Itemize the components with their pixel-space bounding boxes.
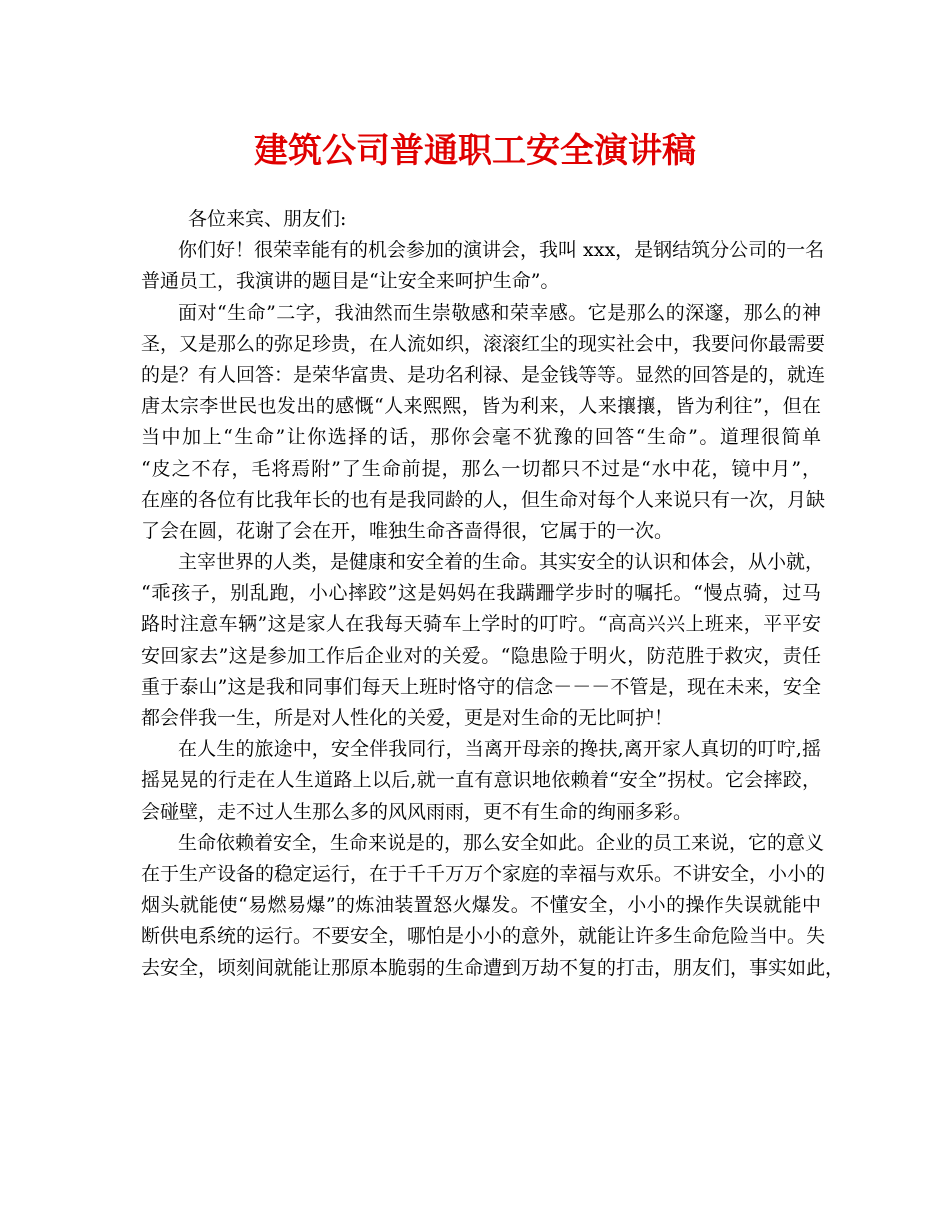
paragraph-5-line-5: 去安全，顷刻间就能让那原本脆弱的生命遭到万劫不复的打击，朋友们，事实如此， [141, 956, 845, 979]
paragraph-3-line-4: 安回家去”这是参加工作后企业对的关爱。“隐患险于明火，防范胜于救灾，责任 [141, 644, 821, 667]
paragraph-2-line-3: 的是？有人回答：是荣华富贵、是功名利禄、是金钱等等。显然的回答是的，就连 [141, 363, 826, 386]
document-body [141, 204, 845, 984]
paragraph-5-line-2: 在于生产设备的稳定运行，在于千千万万个家庭的幸福与欢乐。不讲安全，小小的 [141, 862, 826, 885]
paragraph-1-line-2: 普通员工，我演讲的题目是“让安全来呵护生命”。 [141, 270, 560, 293]
document-title: 建筑公司普通职工安全演讲稿 [254, 131, 696, 171]
paragraph-2-line-6: “皮之不存，毛将焉附”了生命前提，那么一切都只不过是“水中花，镜中月”， [141, 457, 821, 480]
paragraph-3-line-6: 都会伴我一生，所是对人性化的关爱，更是对生命的无比呵护！ [141, 707, 674, 729]
salutation-line: 各位来宾、朋友们: [188, 208, 347, 230]
paragraph-1-line-1: 你们好！很荣幸能有的机会参加的演讲会，我叫 xxx，是钢结筑分公司的一名 [178, 239, 825, 262]
paragraph-3-line-1: 主宰世界的人类，是健康和安全着的生命。其实安全的认识和体会，从小就， [178, 551, 825, 574]
paragraph-2-line-4: 唐太宗李世民也发出的感慨“人来熙熙，皆为利来，人来攘攘，皆为利往”，但在 [141, 395, 821, 418]
paragraph-4-line-3: 会碰壁，走不过人生那么多的风风雨雨，更不有生命的绚丽多彩。 [141, 800, 693, 823]
paragraph-5-line-1: 生命依赖着安全，生命来说是的，那么安全如此。企业的员工来说，它的意义 [178, 831, 825, 854]
paragraph-5-line-4: 断供电系统的运行。不要安全，哪怕是小小的意外，就能让许多生命危险当中。失 [141, 925, 826, 948]
paragraph-3-line-3: 路时注意车辆”这是家人在我每天骑车上学时的叮咛。“高高兴兴上班来，平平安 [141, 613, 821, 636]
paragraph-3-line-2: “乖孩子，别乱跑，小心摔跤”这是妈妈在我蹒跚学步时的嘱托。“慢点骑，过马 [141, 582, 821, 605]
paragraph-4-line-1: 在人生的旅途中，安全伴我同行，当离开母亲的搀扶,离开家人真切的叮咛,摇 [178, 738, 821, 761]
paragraph-2-line-1: 面对“生命”二字，我油然而生崇敬感和荣幸感。它是那么的深邃，那么的神 [178, 301, 821, 324]
paragraph-4-line-2: 摇晃晃的行走在人生道路上以后,就一直有意识地依赖着“安全”拐杖。它会摔跤， [141, 769, 821, 792]
paragraph-3-line-5: 重于泰山”这是我和同事们每天上班时恪守的信念－－－不管是，现在未来，安全 [141, 675, 821, 698]
paragraph-2-line-7: 在座的各位有比我年长的也有是我同龄的人，但生命对每个人来说只有一次，月缺 [141, 488, 826, 511]
paragraph-2-line-2: 圣，又是那么的弥足珍贵，在人流如织，滚滚红尘的现实社会中，我要问你最需要 [141, 332, 826, 355]
paragraph-2-line-5: 当中加上“生命”让你选择的话，那你会毫不犹豫的回答“生命”。道理很简单 [141, 426, 821, 449]
paragraph-5-line-3: 烟头就能使“易燃易爆”的炼油装置怒火爆发。不懂安全，小小的操作失误就能中 [141, 894, 821, 917]
paragraph-2-line-8: 了会在圆，花谢了会在开，唯独生命吝啬得很，它属于的一次。 [141, 519, 674, 542]
